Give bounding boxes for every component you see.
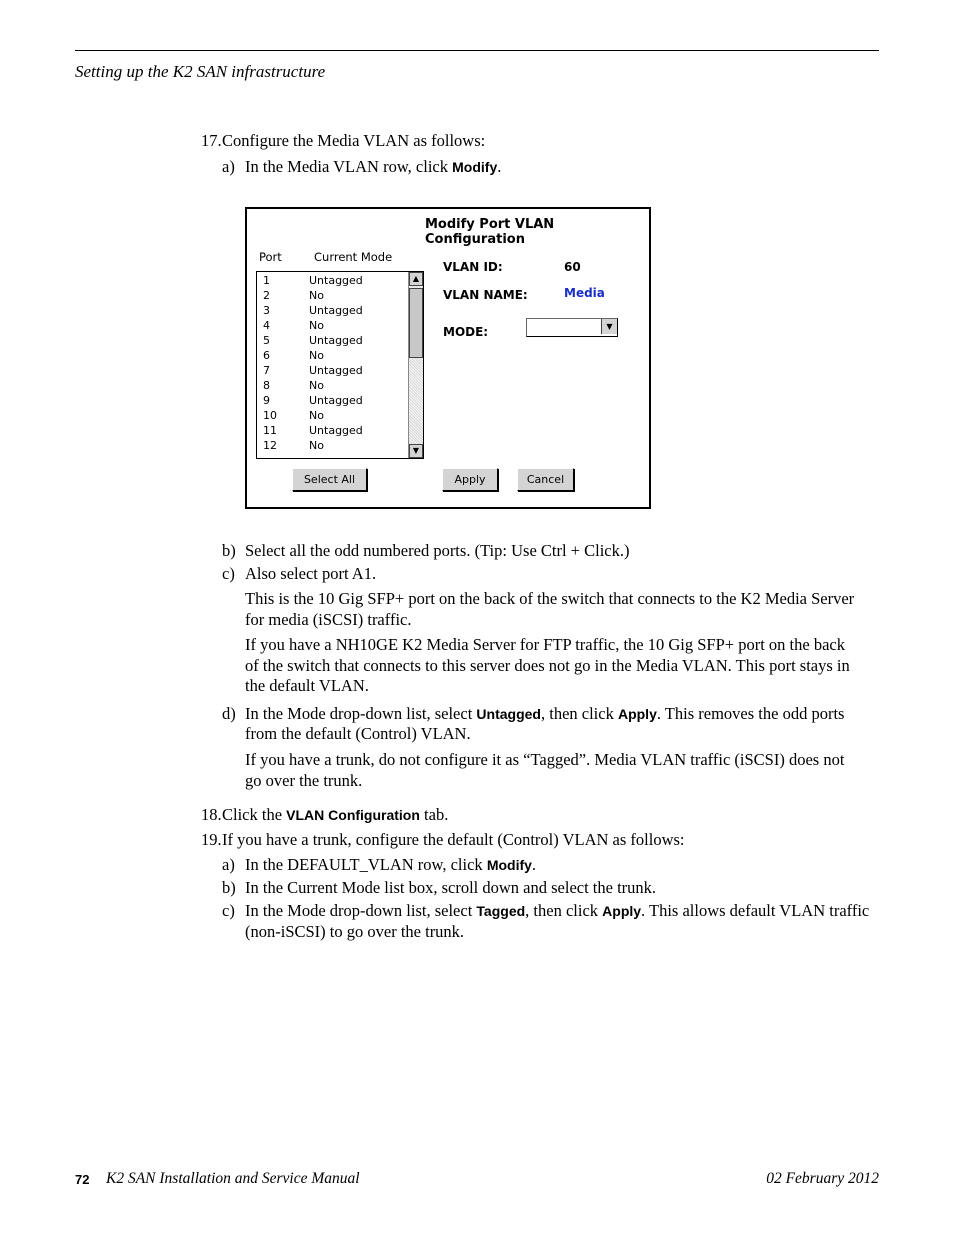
step-17c-label: c) (222, 564, 235, 583)
step-17c-para1-line2: for media (iSCSI) traffic. (245, 610, 412, 629)
list-item[interactable] (257, 393, 407, 408)
step-17a-text (245, 156, 501, 178)
step-17a-post: . (497, 157, 502, 176)
port-mode: No (309, 349, 324, 362)
mode-label: MODE: (443, 325, 489, 339)
list-item[interactable] (257, 273, 407, 288)
column-header-port: Port (259, 250, 282, 264)
port-mode: Untagged (309, 394, 363, 407)
port-number: 2 (263, 289, 270, 302)
step-19a-pre: In the DEFAULT_VLAN row, click (245, 855, 487, 874)
column-header-current-mode: Current Mode (314, 250, 393, 264)
manual-title: K2 SAN Installation and Service Manual (106, 1170, 360, 1187)
vlan-name-value: Media (564, 286, 605, 300)
step-19c-tagged: Tagged (476, 903, 526, 919)
port-mode: No (309, 379, 324, 392)
port-number: 6 (263, 349, 270, 362)
step-19b-text: In the Current Mode list box, scroll down and select the trunk. (245, 878, 657, 897)
select-all-button[interactable]: Select All (292, 468, 367, 491)
port-mode: Untagged (309, 334, 363, 347)
step-18-text (222, 804, 448, 826)
port-mode: No (309, 439, 324, 452)
step-17b-text: Select all the odd numbered ports. (Tip: Use Ctrl + Click.) (245, 541, 630, 560)
step-17d-para-line2: go over the trunk. (245, 771, 363, 790)
port-mode: Untagged (309, 304, 363, 317)
step-18-number: 18. (201, 805, 222, 824)
port-number: 9 (263, 394, 270, 407)
step-19a-post: . (531, 855, 537, 874)
step-19c-line2: (non-iSCSI) to go over the trunk. (245, 922, 465, 941)
vlan-name-label: VLAN NAME: (443, 288, 528, 302)
step-18-post: tab. (419, 805, 449, 824)
port-mode: No (309, 409, 324, 422)
step-19c-label: c) (222, 901, 235, 920)
port-number: 10 (263, 409, 277, 422)
step-17d-apply: Apply (617, 706, 657, 722)
scrollbar-thumb[interactable] (409, 288, 423, 358)
port-mode: No (309, 319, 324, 332)
page-number: 72 (75, 1172, 90, 1187)
list-item[interactable] (257, 318, 407, 333)
list-item[interactable] (257, 408, 407, 423)
step-19c-line1 (245, 900, 869, 922)
step-18-pre: Click the (222, 805, 287, 824)
step-17d-post: . This removes the odd ports (656, 704, 845, 723)
list-item[interactable] (257, 303, 407, 318)
step-19b-label: b) (222, 878, 236, 897)
step-19a-label: a) (222, 855, 235, 874)
list-item[interactable] (257, 423, 407, 438)
port-number: 4 (263, 319, 270, 332)
port-number: 11 (263, 424, 277, 437)
mode-dropdown[interactable] (526, 318, 618, 337)
scroll-up-arrow-icon[interactable]: ▲ (409, 272, 423, 286)
chevron-down-icon[interactable]: ▼ (601, 319, 617, 334)
step-17a-modify: Modify (452, 159, 498, 175)
step-19-number: 19. (201, 830, 222, 849)
step-17d-line2: from the default (Control) VLAN. (245, 724, 471, 743)
publication-date: 02 February 2012 (766, 1170, 879, 1187)
port-mode: Untagged (309, 424, 363, 437)
scroll-down-arrow-icon[interactable]: ▼ (409, 444, 423, 458)
port-number: 5 (263, 334, 270, 347)
vlan-id-value: 60 (564, 260, 581, 274)
header-rule (75, 50, 879, 51)
list-item[interactable] (257, 333, 407, 348)
port-mode: No (309, 289, 324, 302)
port-mode: Untagged (309, 274, 363, 287)
step-17c-para2-line2: of the switch that connects to this server does not go in the Media VLAN. This port stays in (245, 656, 850, 675)
step-17c-text: Also select port A1. (245, 564, 377, 583)
apply-button[interactable]: Apply (442, 468, 498, 491)
step-19a-modify: Modify (486, 857, 532, 873)
step-17c-para1-line1: This is the 10 Gig SFP+ port on the back of the switch that connects to the K2 Media Server (245, 589, 855, 608)
list-item[interactable] (257, 438, 407, 453)
step-17-number: 17. (201, 131, 222, 150)
step-17a-label: a) (222, 157, 235, 176)
step-19c-apply: Apply (602, 903, 642, 919)
port-number: 1 (263, 274, 270, 287)
running-head: Setting up the K2 SAN infrastructure (75, 62, 326, 81)
step-19c-post: . This allows default VLAN traffic (641, 901, 870, 920)
list-item[interactable] (257, 348, 407, 363)
port-number: 12 (263, 439, 277, 452)
list-item[interactable] (257, 378, 407, 393)
list-item[interactable] (257, 363, 407, 378)
port-mode: Untagged (309, 364, 363, 377)
step-17d-mid: , then click (540, 704, 618, 723)
modify-port-vlan-dialog (245, 207, 651, 509)
step-17c-para2-line1: If you have a NH10GE K2 Media Server for FTP traffic, the 10 Gig SFP+ port on the back (245, 635, 845, 654)
step-17-text: Configure the Media VLAN as follows: (222, 131, 486, 150)
step-18-vlan-configuration: VLAN Configuration (286, 807, 420, 823)
listbox-scrollbar[interactable] (408, 272, 423, 458)
step-17b-label: b) (222, 541, 236, 560)
port-mode-listbox[interactable] (256, 271, 424, 459)
step-19a-text (245, 854, 536, 876)
step-17c-para2-line3: the default VLAN. (245, 676, 369, 695)
step-17d-label: d) (222, 704, 236, 723)
cancel-button[interactable]: Cancel (517, 468, 574, 491)
step-19c-mid: , then click (525, 901, 603, 920)
list-item[interactable] (257, 288, 407, 303)
port-number: 7 (263, 364, 270, 377)
vlan-id-label: VLAN ID: (443, 260, 503, 274)
port-number: 3 (263, 304, 270, 317)
step-17a-pre: In the Media VLAN row, click (245, 157, 453, 176)
step-17d-para-line1: If you have a trunk, do not configure it as “Tagged”. Media VLAN traffic (iSCSI) does not (245, 750, 845, 769)
step-17d-line1 (245, 703, 844, 725)
port-number: 8 (263, 379, 270, 392)
step-17d-pre: In the Mode drop-down list, select (245, 704, 477, 723)
dialog-title: Modify Port VLAN Configuration (425, 217, 555, 247)
step-17d-untagged: Untagged (476, 706, 541, 722)
step-19c-pre: In the Mode drop-down list, select (245, 901, 477, 920)
step-19-text: If you have a trunk, configure the default (Control) VLAN as follows: (222, 830, 685, 849)
